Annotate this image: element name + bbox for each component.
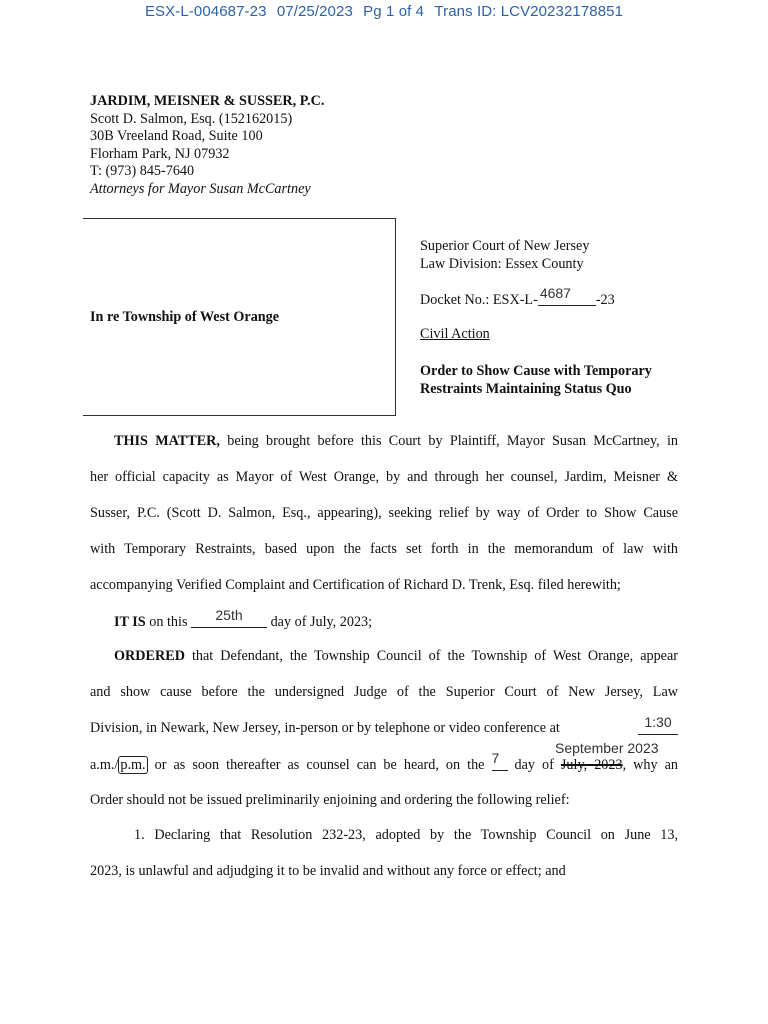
time-blank bbox=[638, 714, 678, 735]
paragraph-line bbox=[114, 648, 678, 665]
month-handwritten: September 2023 bbox=[555, 740, 659, 756]
paragraph-line bbox=[114, 433, 678, 450]
day-handwritten: 25th bbox=[215, 607, 243, 623]
firm-address-line2: Florham Park, NJ 07932 bbox=[90, 145, 230, 162]
paragraph-text: on this bbox=[145, 614, 192, 630]
caption-title: In re Township of West Orange bbox=[90, 309, 280, 325]
docket-line bbox=[420, 285, 615, 309]
docket-number-handwritten: 4687 bbox=[539, 285, 571, 301]
stamp-page: Pg 1 of 4 bbox=[363, 3, 425, 20]
date-blank bbox=[491, 750, 508, 771]
paragraph-line: Division, in Newark, New Jersey, in-person or by telephone or video conference at bbox=[90, 720, 560, 736]
paragraph-text: a.m./ bbox=[90, 757, 119, 773]
paragraph-line: Order should not be issued preliminarily enjoining and ordering the following relief: bbox=[90, 792, 570, 808]
docket-number-blank bbox=[538, 285, 596, 306]
list-item-1: 1. Declaring that Resolution 232-23, adopted by the Township Council on June 13, bbox=[134, 827, 678, 843]
paragraph-text: day of bbox=[507, 757, 561, 773]
paragraph-text: or as soon thereafter as counsel can be heard, on the bbox=[147, 757, 492, 773]
civil-action-label: Civil Action bbox=[420, 326, 490, 342]
stamp-date: 07/25/2023 bbox=[276, 3, 353, 20]
filing-stamp bbox=[0, 3, 768, 20]
stamp-case-number: ESX-L-004687-23 bbox=[144, 3, 267, 20]
paragraph-line: accompanying Verified Complaint and Certification of Richard D. Trenk, Esq. filed herewith; bbox=[90, 577, 621, 593]
paragraph-line: her official capacity as Mayor of West Orange, by and through her counsel, Jardim, Meisner & bbox=[90, 469, 678, 485]
firm-name: JARDIM, MEISNER & SUSSER, P.C. bbox=[90, 93, 325, 109]
attorney-name: Scott D. Salmon, Esq. (152162015) bbox=[90, 110, 293, 127]
order-title-line2: Restraints Maintaining Status Quo bbox=[420, 381, 632, 397]
docket-prefix: Docket No.: ESX-L- bbox=[420, 292, 538, 308]
paragraph-text: that Defendant, the Township Council of the Township of West Orange, appear bbox=[184, 648, 678, 664]
list-item-1-cont: 2023, is unlawful and adjudging it to be invalid and without any force or effect; and bbox=[90, 863, 566, 879]
firm-block bbox=[90, 93, 324, 199]
it-is-line bbox=[114, 607, 678, 631]
struck-date: July, 2023 bbox=[560, 757, 623, 773]
firm-address-line1: 30B Vreeland Road, Suite 100 bbox=[90, 128, 263, 145]
day-blank bbox=[191, 607, 267, 628]
ordered-lead: ORDERED bbox=[114, 648, 185, 664]
stamp-trans-id: Trans ID: LCV20232178851 bbox=[434, 3, 624, 20]
paragraph-line: Susser, P.C. (Scott D. Salmon, Esq., appearing), seeking relief by way of Order to Show Cause bbox=[90, 505, 678, 521]
date-handwritten: 7 bbox=[491, 750, 500, 766]
court-info bbox=[420, 237, 589, 273]
order-title bbox=[420, 362, 652, 398]
firm-phone: T: (973) 845-7640 bbox=[90, 163, 195, 180]
time-blank-line bbox=[638, 714, 678, 738]
docket-suffix: -23 bbox=[595, 292, 615, 308]
pm-circled: p.m. bbox=[120, 757, 146, 773]
court-name: Superior Court of New Jersey bbox=[420, 238, 590, 254]
paragraph-text: being brought before this Court by Plaintiff, Mayor Susan McCartney, in bbox=[219, 433, 678, 449]
order-title-line1: Order to Show Cause with Temporary bbox=[420, 363, 652, 379]
paragraph-line: with Temporary Restraints, based upon the facts set forth in the memorandum of law with bbox=[90, 541, 678, 557]
paragraph-line: and show cause before the undersigned Judge of the Superior Court of New Jersey, Law bbox=[90, 684, 678, 700]
court-division: Law Division: Essex County bbox=[420, 256, 584, 272]
this-matter-lead: THIS MATTER, bbox=[114, 433, 220, 449]
paragraph-line bbox=[90, 750, 678, 774]
it-is-lead: IT IS bbox=[114, 614, 146, 630]
paragraph-text: day of July, 2023; bbox=[267, 614, 373, 630]
paragraph-text: , why an bbox=[622, 757, 678, 773]
attorney-role: Attorneys for Mayor Susan McCartney bbox=[90, 180, 311, 197]
time-handwritten: 1:30 bbox=[644, 714, 672, 730]
